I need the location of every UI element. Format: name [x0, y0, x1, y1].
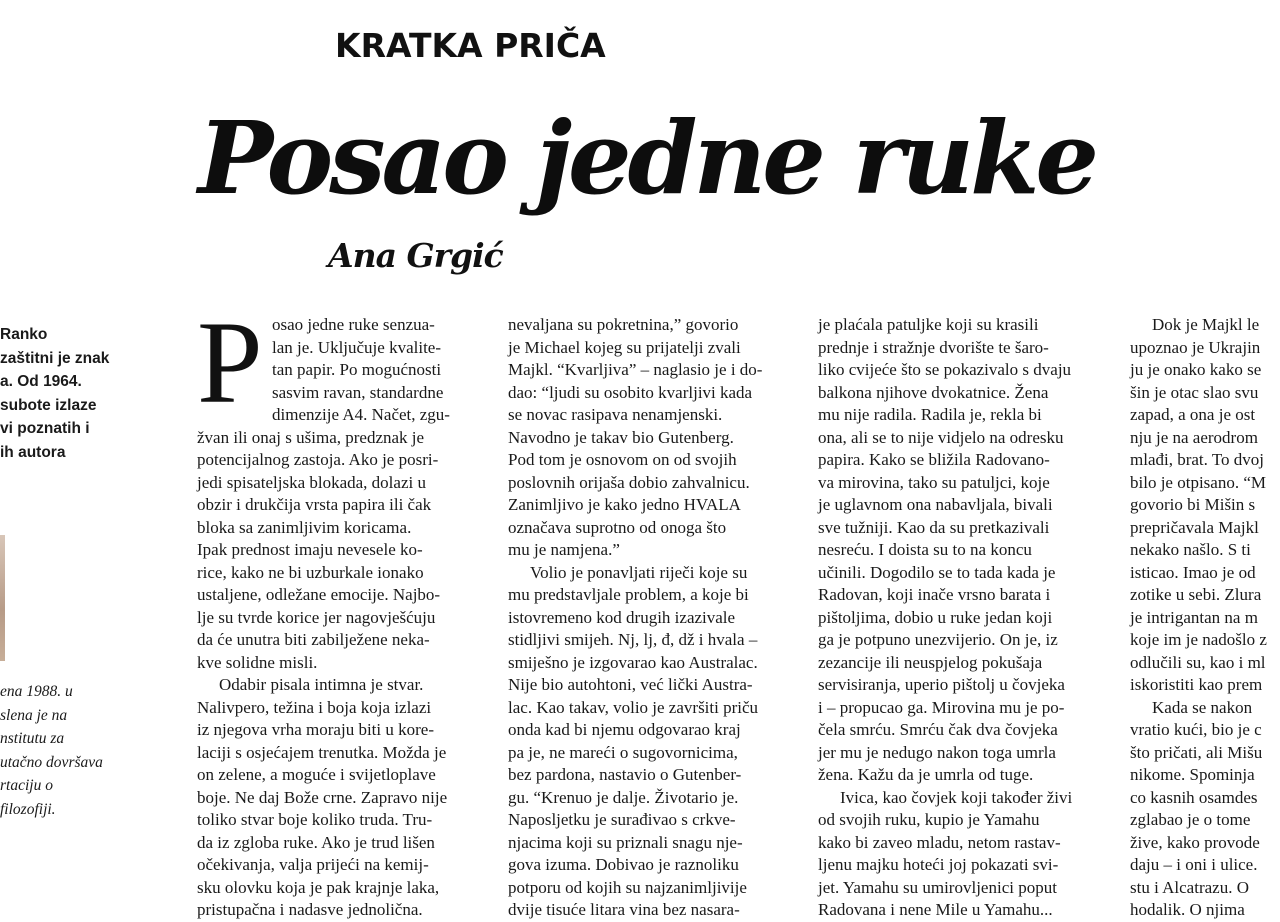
text-line: poslovnih orijaša dobio zahvalnicu.: [508, 472, 750, 492]
text-line: bloka sa zanimljivim koricama.: [197, 517, 412, 537]
text-column-3: [818, 314, 1102, 919]
text-line: je plaćala patuljke koji su krasili: [818, 315, 1039, 334]
text-line: smiješno je izgovarao kao Australac.: [508, 652, 758, 672]
text-line: Nalivpero, težina i boja koja izlazi: [197, 697, 432, 717]
text-line: nikome. Spominja: [1130, 765, 1255, 784]
text-line: njacima koji su priznali snagu nje-: [508, 832, 743, 852]
text-line: tan papir. Po mogućnosti: [272, 360, 442, 379]
text-line: govorio bi Mišin s: [1130, 495, 1256, 514]
text-line: Nije bio autohtoni, već lički Austra-: [508, 675, 753, 694]
caption-line: utačno dovršava: [0, 753, 103, 771]
author-bio: [0, 323, 130, 464]
text-line: nju je na aerodrom: [1130, 427, 1258, 447]
text-line: zglabao je o tome: [1130, 810, 1251, 829]
text-line: ju je onako kako se: [1130, 360, 1262, 379]
text-line: osao jedne ruke senzua-: [272, 315, 435, 334]
text-line: Ivica, kao čovjek koji također živi: [840, 787, 1073, 807]
drop-cap: P: [197, 297, 263, 428]
text-line: nekako našlo. S ti: [1130, 540, 1251, 559]
text-line: co kasnih osamdes: [1130, 787, 1258, 807]
bio-line: zaštitni je znak: [0, 349, 110, 367]
text-line: iz njegova vrha moraju biti u kore-: [197, 720, 434, 739]
text-line: mu nije radila. Radila je, rekla bi: [818, 405, 1042, 424]
text-line: sve tužniji. Kao da su pretkazivali: [818, 517, 1050, 537]
text-line: je Michael kojeg su prijatelji zvali: [508, 337, 741, 357]
caption-line: slena je na: [0, 706, 68, 724]
text-line: prepričavala Majkl: [1130, 517, 1259, 537]
section-label: KRATKA PRIČA: [335, 26, 606, 65]
text-line: lac. Kao takav, volio je završiti priču: [508, 697, 759, 717]
text-line: žvan ili onaj s ušima, predznak je: [197, 427, 425, 447]
text-line: čela smrću. Smrću čak dva čovjeka: [818, 720, 1058, 739]
text-line: je uglavnom ona nabavljala, bivali: [818, 495, 1053, 514]
text-line: je intrigantan na m: [1130, 607, 1258, 627]
text-line: ljenu majku hoteći joj pokazati svi-: [818, 855, 1059, 874]
text-line: bilo je otpisano. “M: [1130, 472, 1266, 492]
text-line: lan je. Uključuje kvalite-: [272, 337, 441, 357]
bio-line: subote izlaze: [0, 396, 97, 414]
text-line: toliko stvar boje koliko truda. Tru-: [197, 810, 433, 829]
text-line: Kada se nakon: [1152, 697, 1253, 717]
text-column-2: [508, 314, 792, 919]
text-line: Pod tom je osnovom on od svojih: [508, 450, 737, 469]
text-line: lje su tvrde korice jer nagovješćuju: [197, 607, 436, 627]
text-line: mu predstavljale problem, a koje bi: [508, 585, 749, 604]
text-line: Dok je Majkl le: [1152, 315, 1260, 334]
text-column-4: [1130, 314, 1280, 919]
text-line: potencijalnog zastoja. Ako je posri-: [197, 450, 439, 469]
text-line: pa je, ne mareći o sugovornicima,: [508, 742, 738, 762]
bio-line: a. Od 1964.: [0, 373, 82, 390]
text-line: Navodno je takav bio Gutenberg.: [508, 427, 734, 447]
text-line: stu i Alcatrazu. O: [1130, 877, 1249, 897]
text-line: da iz zgloba ruke. Ako je trud lišen: [197, 832, 435, 852]
text-line: dao: “ljudi su osobito kvarljivi kada: [508, 382, 753, 402]
text-line: obzir i drukčija vrsta papira ili čak: [197, 495, 432, 514]
text-line: od svojih ruku, kupio je Yamahu: [818, 810, 1040, 829]
text-line: nesreću. I doista su to na koncu: [818, 540, 1032, 559]
text-line: isticao. Imao je od: [1130, 562, 1256, 582]
text-line: žena. Kažu da je umrla od tuge.: [818, 765, 1034, 784]
text-line: Majkl. “Kvarljiva” – naglasio je i do-: [508, 360, 763, 379]
text-line: iskoristiti kao prem: [1130, 675, 1263, 694]
text-line: mu je namjena.”: [508, 540, 620, 559]
text-line: kve solidne misli.: [197, 652, 318, 672]
caption-line: rtaciju o: [0, 777, 53, 794]
text-line: laciji s osjećajem trenutka. Možda je: [197, 742, 447, 762]
text-line: potporu od kojih su najzanimljivije: [508, 877, 747, 897]
text-line: balkona njihove dvokatnice. Žena: [818, 382, 1049, 402]
text-line: Volio je ponavljati riječi koje su: [530, 562, 748, 582]
text-line: i – propucao ga. Mirovina mu je po-: [818, 697, 1065, 717]
text-line: Radovana i nene Mile u Yamahu...: [818, 900, 1053, 919]
text-line: jer mu je nedugo nakon toga umrla: [818, 742, 1056, 762]
text-line: prednje i stražnje dvorište te šaro-: [818, 337, 1049, 357]
caption-line: ena 1988. u: [0, 683, 73, 700]
bio-line: vi poznatih i: [0, 420, 90, 437]
bio-line: Ranko: [0, 326, 48, 343]
text-line: Radovan, koji inače vrsno barata i: [818, 585, 1051, 604]
text-line: Zanimljivo je kako jedno HVALA: [508, 495, 741, 514]
text-line: jet. Yamahu su umirovljenici poput: [818, 877, 1057, 897]
text-line: Odabir pisala intimna je stvar.: [219, 675, 424, 694]
text-line: mlađi, brat. To dvoj: [1130, 450, 1265, 469]
text-line: što pričati, ali Mišu: [1130, 742, 1263, 762]
text-line: daju – i oni i ulice.: [1130, 855, 1258, 874]
text-line: bez pardona, nastavio o Gutenber-: [508, 765, 742, 784]
text-line: onda kad bi njemu odgovarao kraj: [508, 720, 741, 739]
text-line: va mirovina, tako su patuljci, koje: [818, 472, 1050, 492]
text-line: on zelene, a moguće i svijetloplave: [197, 765, 436, 784]
text-line: odlučili su, kao i ml: [1130, 652, 1266, 672]
text-line: gu. “Krenuo je dalje. Životario je.: [508, 787, 739, 807]
text-line: šin je otac slao svu: [1130, 382, 1259, 402]
text-line: očekivanja, valja prijeći na kemij-: [197, 855, 429, 874]
text-line: boje. Ne daj Bože crne. Zapravo nije: [197, 787, 448, 807]
photo-caption: [0, 680, 130, 821]
text-line: ga je potpuno unezvijerio. On je, iz: [818, 630, 1058, 649]
text-line: koje im je nadošlo z: [1130, 630, 1267, 649]
text-line: vratio kući, bio je c: [1130, 720, 1262, 739]
text-line: stidljivi smijeh. Nj, lj, đ, dž i hvala –: [508, 630, 758, 649]
text-line: kako bi zaveo mladu, netom rastav-: [818, 832, 1061, 852]
text-line: nevaljana su pokretnina,” govorio: [508, 315, 739, 334]
text-line: zezancije ili neuspjelog pokušaja: [818, 652, 1043, 672]
text-line: dimenzije A4. Načet, zgu-: [272, 405, 450, 424]
text-line: pištoljima, dobio u ruke jedan koji: [818, 607, 1053, 627]
text-line: upoznao je Ukrajin: [1130, 337, 1261, 357]
text-line: ona, ali se to nije vidjelo na odresku: [818, 427, 1064, 447]
text-line: označava suprotno od onoga što: [508, 517, 727, 537]
text-line: se novac rasipava nenamjenski.: [508, 405, 723, 424]
text-line: papira. Kako se bližila Radovano-: [818, 450, 1050, 469]
text-line: dvije tisuće litara vina bez nasara-: [508, 900, 740, 919]
bio-line: ih autora: [0, 443, 66, 461]
text-line: liko cvijeće što se pokazivalo s dvaju: [818, 360, 1072, 379]
text-line: učinili. Dogodilo se to tada kada je: [818, 562, 1056, 582]
author-byline: Ana Grgić: [328, 236, 503, 275]
text-line: hodalik. O njima: [1130, 900, 1245, 919]
text-line: Naposljetku je surađivao s crkve-: [508, 810, 736, 829]
caption-line: nstitutu za: [0, 730, 65, 747]
text-line: jedi spisateljska blokada, dolazi u: [197, 472, 426, 492]
text-line: zotike u sebi. Zlura: [1130, 585, 1262, 604]
text-line: žive, kako provode: [1130, 832, 1260, 852]
text-line: da će unutra biti zabilježene neka-: [197, 630, 430, 649]
text-line: sasvim ravan, standardne: [272, 382, 444, 402]
text-line: istovremeno kod drugih izazivale: [508, 607, 736, 627]
text-line: ustaljene, odležane emocije. Najbo-: [197, 585, 441, 604]
caption-line: filozofiji.: [0, 800, 56, 818]
text-line: pristupačna i nadasve jednolična.: [197, 900, 423, 919]
article-headline: Posao jedne ruke: [198, 99, 1095, 217]
text-column-1: [197, 297, 474, 919]
text-line: rice, kako ne bi uzburkale ionako: [197, 562, 424, 582]
text-line: gova izuma. Dobivao je raznoliku: [508, 855, 739, 874]
text-line: servisiranja, uperio pištolj u čovjeka: [818, 675, 1065, 694]
author-photo: [0, 535, 5, 661]
text-line: zapad, a ona je ost: [1130, 405, 1256, 424]
text-line: Ipak prednost imaju nevesele ko-: [197, 540, 423, 559]
text-line: sku olovku koja je pak krajnje laka,: [197, 877, 440, 897]
